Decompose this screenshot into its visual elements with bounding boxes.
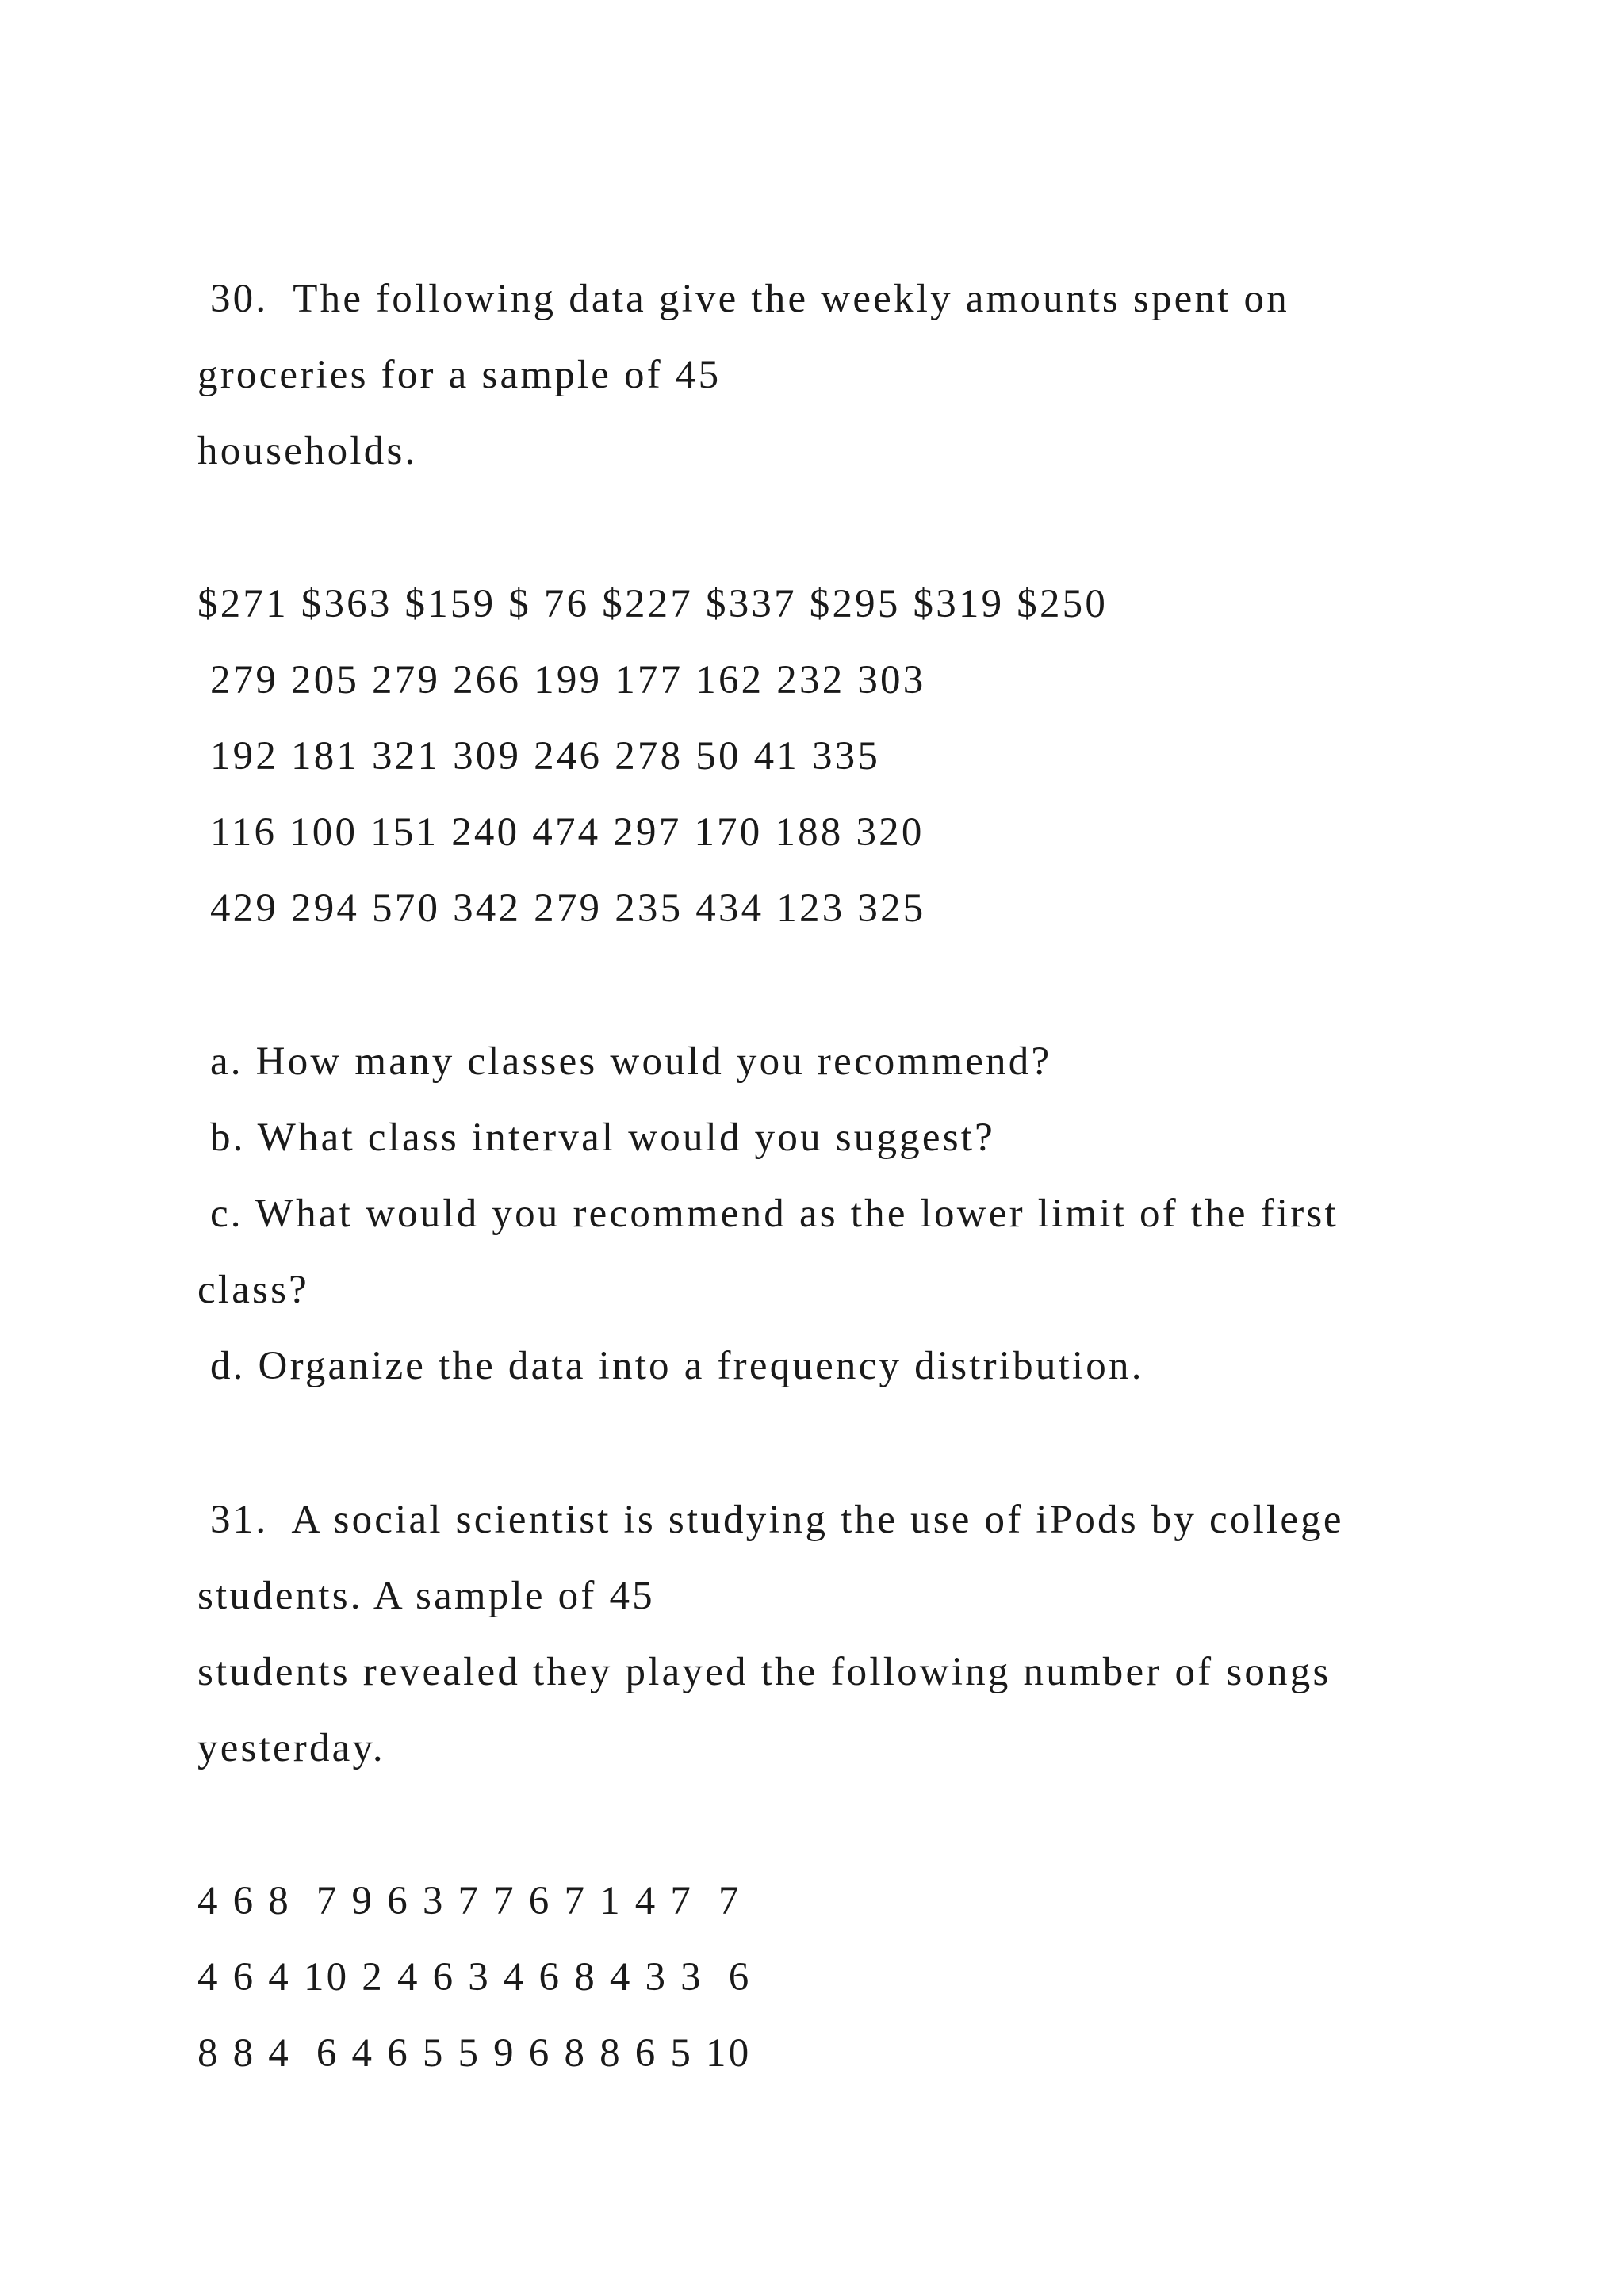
q31-data-row-1: 4 6 8 7 9 6 3 7 7 6 7 1 4 7 7	[197, 1879, 741, 1923]
q30-data-row-4: 116 100 151 240 474 297 170 188 320	[197, 810, 925, 855]
q31-heading: 31. A social scientist is studying the use of iPods by college	[197, 1498, 1344, 1542]
q30-data-row-2: 279 205 279 266 199 177 162 232 303	[197, 658, 926, 702]
q30-question-b: b. What class interval would you suggest?	[197, 1115, 995, 1160]
q30-heading-cont-1: groceries for a sample of 45	[197, 353, 722, 397]
q31-data-row-2: 4 6 4 10 2 4 6 3 4 6 8 4 3 3 6	[197, 1955, 752, 1999]
q30-heading-cont-2: households.	[197, 429, 418, 473]
q30-data-row-5: 429 294 570 342 279 235 434 123 325	[197, 886, 926, 931]
q30-data-row-1: $271 $363 $159 $ 76 $227 $337 $295 $319 $250	[197, 582, 1109, 626]
q30-question-c-cont: class?	[197, 1268, 309, 1312]
q31-heading-cont-1: students. A sample of 45	[197, 1574, 655, 1618]
q30-question-c: c. What would you recommend as the lower limit of the first	[197, 1192, 1339, 1236]
q30-heading: 30. The following data give the weekly amounts spent on	[197, 277, 1289, 321]
q30-question-d: d. Organize the data into a frequency distribution.	[197, 1344, 1144, 1388]
q30-question-a: a. How many classes would you recommend?	[197, 1039, 1052, 1084]
q31-heading-cont-3: yesterday.	[197, 1726, 385, 1770]
q31-data-row-3: 8 8 4 6 4 6 5 5 9 6 8 8 6 5 10	[197, 2031, 752, 2076]
q30-data-row-3: 192 181 321 309 246 278 50 41 335	[197, 734, 881, 779]
q31-heading-cont-2: students revealed they played the following number of songs	[197, 1650, 1331, 1694]
